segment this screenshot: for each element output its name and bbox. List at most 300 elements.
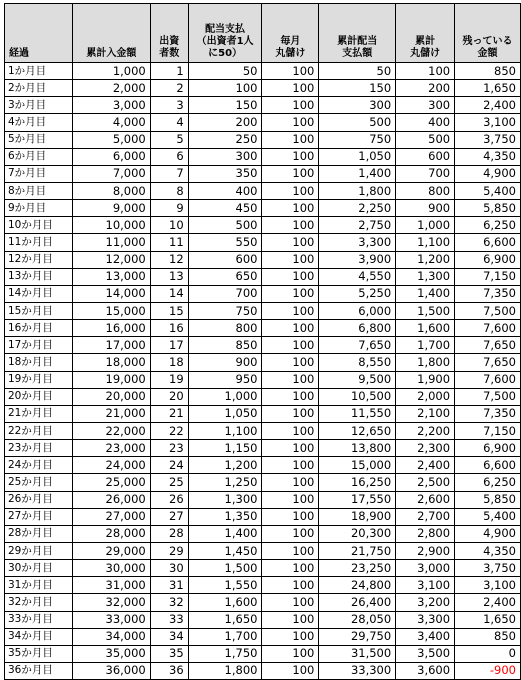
cell-cumulative-deposit: 23,000 [72,440,150,457]
table-row [5,560,521,577]
header-investor-count [150,4,188,63]
header-dividend-payment [188,4,262,63]
cell-cumulative-dividend: 26,400 [319,594,396,611]
cell-monthly-profit: 100 [262,388,319,405]
cell-cumulative-dividend: 2,250 [319,200,396,217]
cell-cumulative-deposit: 33,000 [72,611,150,628]
cell-dividend-payment: 400 [188,182,262,199]
cell-investor-count: 1 [150,63,188,80]
cell-cumulative-deposit: 31,000 [72,577,150,594]
table-row [5,97,521,114]
cell-remaining-amount: 6,600 [455,457,521,474]
cell-remaining-amount: 6,900 [455,251,521,268]
cell-monthly-profit: 100 [262,354,319,371]
table-row [5,182,521,199]
cell-cumulative-profit: 3,500 [396,645,455,662]
cell-cumulative-deposit: 2,000 [72,80,150,97]
table-row [5,440,521,457]
cell-monthly-profit: 100 [262,440,319,457]
cell-dividend-payment: 300 [188,148,262,165]
cell-elapsed: 19か月目 [5,371,73,388]
cell-cumulative-dividend: 21,750 [319,542,396,559]
cell-cumulative-profit: 1,400 [396,285,455,302]
cell-remaining-amount: 5,400 [455,508,521,525]
cell-cumulative-profit: 2,700 [396,508,455,525]
cell-cumulative-deposit: 6,000 [72,148,150,165]
cell-cumulative-profit: 2,900 [396,542,455,559]
header-line: 支払額 [342,48,373,59]
cell-elapsed: 22か月目 [5,422,73,439]
cell-cumulative-dividend: 7,650 [319,337,396,354]
cell-cumulative-profit: 1,100 [396,234,455,251]
cell-cumulative-deposit: 14,000 [72,285,150,302]
cell-elapsed: 14か月目 [5,285,73,302]
table-row [5,628,521,645]
table-row [5,285,521,302]
cell-elapsed: 18か月目 [5,354,73,371]
cell-elapsed: 8か月目 [5,182,73,199]
cell-investor-count: 35 [150,645,188,662]
cell-cumulative-dividend: 5,250 [319,285,396,302]
cell-dividend-payment: 1,750 [188,645,262,662]
cell-remaining-amount: 7,650 [455,354,521,371]
cell-dividend-payment: 250 [188,131,262,148]
cell-investor-count: 25 [150,474,188,491]
cell-remaining-amount: 3,750 [455,560,521,577]
cell-monthly-profit: 100 [262,148,319,165]
cell-monthly-profit: 100 [262,405,319,422]
cell-investor-count: 24 [150,457,188,474]
cell-monthly-profit: 100 [262,611,319,628]
table-row [5,491,521,508]
cell-monthly-profit: 100 [262,508,319,525]
cell-dividend-payment: 850 [188,337,262,354]
cell-remaining-amount: 7,600 [455,371,521,388]
cell-cumulative-profit: 2,800 [396,525,455,542]
cell-remaining-amount: 4,900 [455,165,521,182]
header-elapsed [5,4,73,63]
cell-cumulative-deposit: 34,000 [72,628,150,645]
cell-cumulative-dividend: 6,800 [319,320,396,337]
cell-cumulative-profit: 700 [396,165,455,182]
cell-cumulative-dividend: 2,750 [319,217,396,234]
cell-monthly-profit: 100 [262,320,319,337]
cell-dividend-payment: 1,150 [188,440,262,457]
cell-cumulative-deposit: 16,000 [72,320,150,337]
cell-elapsed: 15か月目 [5,302,73,319]
cell-cumulative-dividend: 1,400 [319,165,396,182]
cell-elapsed: 10か月目 [5,217,73,234]
cell-remaining-amount: 0 [455,645,521,662]
cell-dividend-payment: 1,350 [188,508,262,525]
cell-dividend-payment: 1,450 [188,542,262,559]
cell-cumulative-deposit: 1,000 [72,63,150,80]
header-line: 残っている [462,36,513,47]
cell-elapsed: 29か月目 [5,542,73,559]
cell-remaining-amount: 2,400 [455,594,521,611]
cell-cumulative-profit: 200 [396,80,455,97]
cell-cumulative-profit: 500 [396,131,455,148]
cell-cumulative-dividend: 300 [319,97,396,114]
cell-cumulative-profit: 800 [396,182,455,199]
cell-dividend-payment: 750 [188,302,262,319]
cell-monthly-profit: 100 [262,662,319,679]
cell-cumulative-deposit: 17,000 [72,337,150,354]
cell-elapsed: 27か月目 [5,508,73,525]
cell-remaining-amount: 1,650 [455,80,521,97]
cell-dividend-payment: 150 [188,97,262,114]
cell-dividend-payment: 1,700 [188,628,262,645]
cell-cumulative-dividend: 500 [319,114,396,131]
cell-cumulative-deposit: 7,000 [72,165,150,182]
cell-dividend-payment: 1,550 [188,577,262,594]
cell-cumulative-deposit: 24,000 [72,457,150,474]
cell-remaining-amount: 4,350 [455,542,521,559]
cell-cumulative-deposit: 19,000 [72,371,150,388]
cell-elapsed: 11か月目 [5,234,73,251]
header-line: 金額 [477,48,498,59]
cell-investor-count: 7 [150,165,188,182]
cell-monthly-profit: 100 [262,542,319,559]
cell-cumulative-dividend: 3,900 [319,251,396,268]
cell-monthly-profit: 100 [262,525,319,542]
table-container [4,3,521,680]
cell-cumulative-deposit: 11,000 [72,234,150,251]
cell-elapsed: 31か月目 [5,577,73,594]
table-row [5,405,521,422]
cell-remaining-amount: 5,850 [455,200,521,217]
table-row [5,457,521,474]
cell-monthly-profit: 100 [262,165,319,182]
cell-cumulative-profit: 1,200 [396,251,455,268]
cell-elapsed: 6か月目 [5,148,73,165]
header-line: 配当支払 [205,24,246,35]
cell-investor-count: 9 [150,200,188,217]
header-monthly-profit [262,4,319,63]
cell-cumulative-deposit: 26,000 [72,491,150,508]
table-row [5,508,521,525]
cell-monthly-profit: 100 [262,200,319,217]
cell-dividend-payment: 550 [188,234,262,251]
cell-elapsed: 2か月目 [5,80,73,97]
cell-elapsed: 23か月目 [5,440,73,457]
cell-investor-count: 8 [150,182,188,199]
cell-dividend-payment: 1,600 [188,594,262,611]
table-row [5,388,521,405]
cell-dividend-payment: 950 [188,371,262,388]
cell-monthly-profit: 100 [262,560,319,577]
header-line: 毎月 [280,36,301,47]
cell-investor-count: 36 [150,662,188,679]
cell-elapsed: 5か月目 [5,131,73,148]
cell-investor-count: 13 [150,268,188,285]
cell-remaining-amount: 7,350 [455,405,521,422]
cell-dividend-payment: 600 [188,251,262,268]
cell-remaining-amount: 2,400 [455,97,521,114]
cell-cumulative-profit: 1,700 [396,337,455,354]
cell-remaining-amount: 5,400 [455,182,521,199]
cell-dividend-payment: 350 [188,165,262,182]
cell-elapsed: 17か月目 [5,337,73,354]
table-row [5,474,521,491]
table-row [5,422,521,439]
cell-cumulative-deposit: 25,000 [72,474,150,491]
cell-cumulative-dividend: 29,750 [319,628,396,645]
cell-monthly-profit: 100 [262,182,319,199]
cell-cumulative-dividend: 23,250 [319,560,396,577]
cell-remaining-amount: 7,350 [455,285,521,302]
table-row [5,165,521,182]
cell-investor-count: 32 [150,594,188,611]
cell-cumulative-deposit: 21,000 [72,405,150,422]
cell-cumulative-deposit: 20,000 [72,388,150,405]
cell-investor-count: 31 [150,577,188,594]
cell-dividend-payment: 1,500 [188,560,262,577]
cell-cumulative-dividend: 750 [319,131,396,148]
cell-cumulative-dividend: 33,300 [319,662,396,679]
cell-cumulative-deposit: 29,000 [72,542,150,559]
cell-dividend-payment: 1,400 [188,525,262,542]
cell-investor-count: 11 [150,234,188,251]
cell-cumulative-deposit: 4,000 [72,114,150,131]
cell-monthly-profit: 100 [262,371,319,388]
cell-cumulative-profit: 100 [396,63,455,80]
table-row [5,217,521,234]
cell-investor-count: 10 [150,217,188,234]
cell-cumulative-profit: 2,500 [396,474,455,491]
header-cumulative-dividend [319,4,396,63]
cell-elapsed: 1か月目 [5,63,73,80]
cell-investor-count: 23 [150,440,188,457]
cell-elapsed: 28か月目 [5,525,73,542]
cell-dividend-payment: 700 [188,285,262,302]
table-row [5,320,521,337]
cell-cumulative-profit: 300 [396,97,455,114]
cell-remaining-amount: 3,750 [455,131,521,148]
cell-cumulative-deposit: 18,000 [72,354,150,371]
cell-dividend-payment: 900 [188,354,262,371]
cell-cumulative-dividend: 4,550 [319,268,396,285]
cell-investor-count: 19 [150,371,188,388]
header-line: 経過 [9,48,29,59]
cell-remaining-amount: 7,600 [455,320,521,337]
cell-dividend-payment: 1,000 [188,388,262,405]
cell-remaining-amount: 850 [455,63,521,80]
cell-cumulative-deposit: 10,000 [72,217,150,234]
cell-monthly-profit: 100 [262,577,319,594]
cell-elapsed: 35か月目 [5,645,73,662]
header-line: 丸儲け [275,48,306,59]
cell-cumulative-profit: 400 [396,114,455,131]
cell-elapsed: 34か月目 [5,628,73,645]
cell-remaining-amount: 7,150 [455,422,521,439]
cell-cumulative-profit: 900 [396,200,455,217]
cell-remaining-amount: -900 [455,662,521,679]
cell-cumulative-dividend: 11,550 [319,405,396,422]
cell-cumulative-profit: 1,300 [396,268,455,285]
table-row [5,80,521,97]
cell-cumulative-dividend: 18,900 [319,508,396,525]
table-row [5,337,521,354]
header-line: 丸儲け [410,48,441,59]
table-row [5,63,521,80]
cell-cumulative-profit: 1,800 [396,354,455,371]
cell-remaining-amount: 3,100 [455,577,521,594]
cell-monthly-profit: 100 [262,594,319,611]
cell-cumulative-profit: 1,900 [396,371,455,388]
cell-dividend-payment: 1,050 [188,405,262,422]
table-row [5,200,521,217]
cell-investor-count: 26 [150,491,188,508]
cell-cumulative-dividend: 3,300 [319,234,396,251]
cell-dividend-payment: 100 [188,80,262,97]
cell-monthly-profit: 100 [262,422,319,439]
cell-cumulative-deposit: 8,000 [72,182,150,199]
table-row [5,354,521,371]
cell-monthly-profit: 100 [262,645,319,662]
cell-dividend-payment: 1,100 [188,422,262,439]
cell-remaining-amount: 1,650 [455,611,521,628]
cell-investor-count: 6 [150,148,188,165]
cell-investor-count: 30 [150,560,188,577]
cell-cumulative-profit: 3,300 [396,611,455,628]
table-row [5,662,521,679]
cell-monthly-profit: 100 [262,251,319,268]
cell-cumulative-dividend: 10,500 [319,388,396,405]
cell-remaining-amount: 6,250 [455,217,521,234]
table-row [5,131,521,148]
cell-cumulative-dividend: 1,800 [319,182,396,199]
cell-monthly-profit: 100 [262,337,319,354]
cell-cumulative-dividend: 1,050 [319,148,396,165]
cell-investor-count: 5 [150,131,188,148]
table-row [5,268,521,285]
cell-monthly-profit: 100 [262,302,319,319]
cell-remaining-amount: 6,600 [455,234,521,251]
cell-investor-count: 2 [150,80,188,97]
cell-remaining-amount: 7,650 [455,337,521,354]
cell-monthly-profit: 100 [262,80,319,97]
cell-cumulative-profit: 3,600 [396,662,455,679]
cell-cumulative-deposit: 5,000 [72,131,150,148]
cell-remaining-amount: 4,350 [455,148,521,165]
table-row [5,371,521,388]
cell-monthly-profit: 100 [262,131,319,148]
cell-cumulative-deposit: 28,000 [72,525,150,542]
header-line: 累計 [415,36,436,47]
cell-cumulative-profit: 2,400 [396,457,455,474]
cell-investor-count: 21 [150,405,188,422]
header-line: 出資 [159,36,180,47]
cell-cumulative-profit: 2,000 [396,388,455,405]
cell-monthly-profit: 100 [262,628,319,645]
table-row [5,234,521,251]
cell-dividend-payment: 1,200 [188,457,262,474]
cell-cumulative-profit: 3,000 [396,560,455,577]
cell-investor-count: 3 [150,97,188,114]
table-row [5,148,521,165]
cell-cumulative-deposit: 36,000 [72,662,150,679]
cell-investor-count: 18 [150,354,188,371]
cell-cumulative-dividend: 50 [319,63,396,80]
cell-dividend-payment: 1,300 [188,491,262,508]
cell-elapsed: 25か月目 [5,474,73,491]
cell-remaining-amount: 4,900 [455,525,521,542]
cell-cumulative-profit: 2,100 [396,405,455,422]
cell-cumulative-dividend: 31,500 [319,645,396,662]
cell-dividend-payment: 200 [188,114,262,131]
cell-remaining-amount: 7,500 [455,388,521,405]
cell-elapsed: 32か月目 [5,594,73,611]
cell-cumulative-deposit: 15,000 [72,302,150,319]
cell-cumulative-deposit: 30,000 [72,560,150,577]
cell-cumulative-dividend: 150 [319,80,396,97]
cell-monthly-profit: 100 [262,217,319,234]
cell-elapsed: 33か月目 [5,611,73,628]
cell-remaining-amount: 6,900 [455,440,521,457]
cell-elapsed: 16か月目 [5,320,73,337]
cell-elapsed: 12か月目 [5,251,73,268]
cell-monthly-profit: 100 [262,234,319,251]
cell-remaining-amount: 5,850 [455,491,521,508]
cell-elapsed: 30か月目 [5,560,73,577]
cell-investor-count: 33 [150,611,188,628]
cell-investor-count: 16 [150,320,188,337]
cell-monthly-profit: 100 [262,457,319,474]
table-row [5,542,521,559]
cell-monthly-profit: 100 [262,285,319,302]
cell-elapsed: 24か月目 [5,457,73,474]
cell-dividend-payment: 50 [188,63,262,80]
cell-cumulative-dividend: 8,550 [319,354,396,371]
cell-elapsed: 3か月目 [5,97,73,114]
cell-cumulative-profit: 3,400 [396,628,455,645]
cell-dividend-payment: 450 [188,200,262,217]
header-remaining-amount [455,4,521,63]
cell-cumulative-deposit: 27,000 [72,508,150,525]
header-row [5,4,521,63]
cell-elapsed: 20か月目 [5,388,73,405]
cell-cumulative-profit: 1,600 [396,320,455,337]
cell-cumulative-dividend: 15,000 [319,457,396,474]
cell-monthly-profit: 100 [262,491,319,508]
cell-cumulative-profit: 2,600 [396,491,455,508]
ponzi-simulation-table [4,3,521,680]
cell-cumulative-profit: 2,300 [396,440,455,457]
cell-cumulative-dividend: 16,250 [319,474,396,491]
table-row [5,577,521,594]
cell-investor-count: 14 [150,285,188,302]
header-line: 者数 [159,48,180,59]
cell-dividend-payment: 800 [188,320,262,337]
cell-cumulative-deposit: 3,000 [72,97,150,114]
cell-monthly-profit: 100 [262,63,319,80]
cell-cumulative-profit: 600 [396,148,455,165]
cell-cumulative-dividend: 6,000 [319,302,396,319]
header-line: 累計配当 [337,36,378,47]
cell-cumulative-deposit: 35,000 [72,645,150,662]
cell-cumulative-deposit: 13,000 [72,268,150,285]
header-cumulative-profit [396,4,455,63]
cell-cumulative-profit: 3,200 [396,594,455,611]
cell-elapsed: 21か月目 [5,405,73,422]
cell-remaining-amount: 850 [455,628,521,645]
table-row [5,114,521,131]
cell-cumulative-deposit: 32,000 [72,594,150,611]
cell-monthly-profit: 100 [262,114,319,131]
cell-dividend-payment: 1,800 [188,662,262,679]
cell-elapsed: 7か月目 [5,165,73,182]
